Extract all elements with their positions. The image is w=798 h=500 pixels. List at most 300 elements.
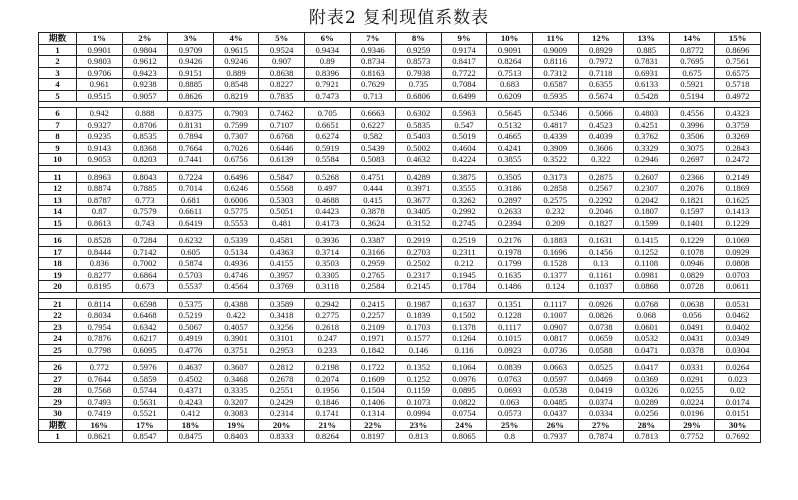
- factor-cell: 0.3957: [259, 269, 305, 281]
- factor-cell: 0.7084: [441, 79, 487, 91]
- factor-cell: 0.7026: [213, 142, 259, 154]
- factor-cell: 0.8417: [441, 56, 487, 68]
- factor-cell: 0.3075: [669, 142, 715, 154]
- factor-cell: 0.7002: [122, 258, 168, 270]
- factor-cell: 0.1987: [396, 298, 442, 310]
- factor-cell: 0.7972: [578, 56, 624, 68]
- factor-cell: 0.1784: [441, 281, 487, 293]
- factor-cell: 0.0491: [669, 321, 715, 333]
- factor-cell: 0.1842: [350, 344, 396, 356]
- table-row: [39, 246, 761, 258]
- factor-cell: 0.9009: [532, 44, 578, 56]
- factor-cell: 0.0829: [669, 269, 715, 281]
- factor-cell: 0.0808: [715, 258, 761, 270]
- factor-cell: 0.0663: [532, 362, 578, 374]
- factor-cell: 0.1252: [624, 246, 670, 258]
- factor-cell: 0.7493: [77, 396, 123, 408]
- factor-cell: 0.907: [259, 56, 305, 68]
- factor-cell: 0.3677: [396, 194, 442, 206]
- factor-cell: 0.4523: [578, 119, 624, 131]
- factor-cell: 0.5521: [122, 408, 168, 420]
- period-cell: 22: [39, 310, 77, 322]
- factor-cell: 0.2775: [304, 310, 350, 322]
- factor-cell: 0.2311: [441, 246, 487, 258]
- factor-cell: 0.4817: [532, 119, 578, 131]
- factor-cell: 0.444: [350, 183, 396, 195]
- factor-cell: 0.1007: [532, 310, 578, 322]
- header-row: [39, 33, 761, 45]
- factor-cell: 0.481: [259, 217, 305, 229]
- period-cell: 5: [39, 90, 77, 102]
- factor-cell: 0.705: [304, 108, 350, 120]
- period-header: 期数: [39, 419, 77, 431]
- period-cell: 1: [39, 431, 77, 443]
- factor-cell: 0.2959: [350, 258, 396, 270]
- period-cell: 28: [39, 385, 77, 397]
- factor-cell: 0.0976: [441, 373, 487, 385]
- table-row: [39, 385, 761, 397]
- factor-cell: 0.743: [122, 217, 168, 229]
- factor-cell: 0.9615: [213, 44, 259, 56]
- period-cell: 21: [39, 298, 77, 310]
- table-row: [39, 206, 761, 218]
- factor-cell: 0.8638: [259, 67, 305, 79]
- factor-cell: 0.7473: [304, 90, 350, 102]
- factor-cell: 0.7752: [669, 431, 715, 443]
- rate-header: 30%: [715, 419, 761, 431]
- factor-cell: 0.1807: [624, 206, 670, 218]
- table-row: [39, 408, 761, 420]
- factor-cell: 0.7937: [532, 431, 578, 443]
- factor-cell: 0.1722: [350, 362, 396, 374]
- factor-cell: 0.3186: [487, 183, 533, 195]
- factor-cell: 0.2394: [487, 217, 533, 229]
- factor-cell: 0.7722: [441, 67, 487, 79]
- factor-cell: 0.9235: [77, 131, 123, 143]
- factor-cell: 0.9515: [77, 90, 123, 102]
- factor-cell: 0.6419: [168, 217, 214, 229]
- factor-cell: 0.2897: [487, 194, 533, 206]
- factor-cell: 0.1637: [441, 298, 487, 310]
- factor-cell: 0.681: [168, 194, 214, 206]
- factor-cell: 0.146: [396, 344, 442, 356]
- factor-cell: 0.683: [487, 79, 533, 91]
- table-row: [39, 431, 761, 443]
- factor-cell: 0.8195: [77, 281, 123, 293]
- factor-cell: 0.4173: [304, 217, 350, 229]
- factor-cell: 0.5219: [168, 310, 214, 322]
- factor-cell: 0.5439: [350, 142, 396, 154]
- factor-cell: 0.6663: [350, 108, 396, 120]
- factor-cell: 0.5645: [487, 108, 533, 120]
- table-row: [39, 142, 761, 154]
- factor-cell: 0.3555: [441, 183, 487, 195]
- table-row: [39, 90, 761, 102]
- factor-cell: 0.4556: [669, 108, 715, 120]
- factor-cell: 0.4363: [259, 246, 305, 258]
- period-cell: 17: [39, 246, 77, 258]
- factor-cell: 0.0738: [578, 321, 624, 333]
- factor-cell: 0.6468: [122, 310, 168, 322]
- factor-cell: 0.2198: [304, 362, 350, 374]
- factor-cell: 0.0597: [532, 373, 578, 385]
- table-row: [39, 258, 761, 270]
- rate-header: 26%: [532, 419, 578, 431]
- factor-cell: 0.6598: [122, 298, 168, 310]
- factor-cell: 0.582: [350, 131, 396, 143]
- page-title: 附表2 复利现值系数表: [308, 8, 490, 28]
- table-row: [39, 281, 761, 293]
- factor-cell: 0.1252: [396, 373, 442, 385]
- factor-cell: 0.0588: [578, 344, 624, 356]
- factor-cell: 0.8114: [77, 298, 123, 310]
- factor-cell: 0.5002: [396, 142, 442, 154]
- factor-cell: 0.497: [304, 183, 350, 195]
- present-value-table: [38, 32, 761, 443]
- period-cell: 9: [39, 142, 77, 154]
- factor-cell: 0.2575: [532, 194, 578, 206]
- factor-cell: 0.0256: [624, 408, 670, 420]
- period-cell: 27: [39, 373, 77, 385]
- factor-cell: 0.8264: [487, 56, 533, 68]
- factor-cell: 0.6499: [441, 90, 487, 102]
- factor-cell: 0.4688: [304, 194, 350, 206]
- period-cell: 23: [39, 321, 77, 333]
- factor-cell: 0.836: [77, 258, 123, 270]
- factor-cell: 0.7835: [259, 90, 305, 102]
- factor-cell: 0.5674: [578, 90, 624, 102]
- table-row: [39, 44, 761, 56]
- factor-cell: 0.9901: [77, 44, 123, 56]
- period-cell: 20: [39, 281, 77, 293]
- factor-cell: 0.6864: [122, 269, 168, 281]
- factor-cell: 0.1956: [304, 385, 350, 397]
- factor-cell: 0.3503: [304, 258, 350, 270]
- period-cell: 12: [39, 183, 77, 195]
- factor-cell: 0.5403: [396, 131, 442, 143]
- factor-cell: 0.2149: [715, 171, 761, 183]
- factor-cell: 0.1069: [715, 235, 761, 247]
- factor-cell: 0.1377: [532, 269, 578, 281]
- factor-cell: 0.124: [532, 281, 578, 293]
- factor-cell: 0.5134: [213, 246, 259, 258]
- factor-cell: 0.2176: [487, 235, 533, 247]
- factor-cell: 0.1504: [350, 385, 396, 397]
- period-cell: 25: [39, 344, 77, 356]
- factor-cell: 0.3759: [715, 119, 761, 131]
- table-row: [39, 79, 761, 91]
- factor-cell: 0.1696: [532, 246, 578, 258]
- factor-cell: 0.8573: [396, 56, 442, 68]
- rate-header: 11%: [532, 33, 578, 45]
- factor-cell: 0.8396: [304, 67, 350, 79]
- factor-cell: 0.7224: [168, 171, 214, 183]
- period-cell: 8: [39, 131, 77, 143]
- factor-cell: 0.4776: [168, 344, 214, 356]
- factor-cell: 0.0402: [715, 321, 761, 333]
- factor-cell: 0.3522: [532, 154, 578, 166]
- factor-cell: 0.8548: [213, 79, 259, 91]
- factor-cell: 0.8706: [122, 119, 168, 131]
- factor-cell: 0.4751: [350, 171, 396, 183]
- factor-cell: 0.0601: [624, 321, 670, 333]
- factor-cell: 0.3769: [259, 281, 305, 293]
- factor-cell: 0.0895: [441, 385, 487, 397]
- factor-cell: 0.675: [669, 67, 715, 79]
- factor-cell: 0.1486: [487, 281, 533, 293]
- factor-cell: 0.13: [578, 258, 624, 270]
- factor-cell: 0.5976: [122, 362, 168, 374]
- factor-cell: 0.8929: [578, 44, 624, 56]
- rate-header: 16%: [77, 419, 123, 431]
- period-header: 期数: [39, 33, 77, 45]
- factor-cell: 0.6756: [213, 154, 259, 166]
- factor-cell: 0.0981: [624, 269, 670, 281]
- factor-cell: 0.5303: [259, 194, 305, 206]
- rate-header: 3%: [168, 33, 214, 45]
- factor-cell: 0.1117: [532, 298, 578, 310]
- factor-cell: 0.5132: [487, 119, 533, 131]
- rate-header: 12%: [578, 33, 624, 45]
- rate-header: 2%: [122, 33, 168, 45]
- factor-cell: 0.5268: [304, 171, 350, 183]
- table-row: [39, 235, 761, 247]
- factor-cell: 0.4241: [487, 142, 533, 154]
- factor-cell: 0.415: [350, 194, 396, 206]
- factor-cell: 0.2875: [578, 171, 624, 183]
- factor-cell: 0.9706: [77, 67, 123, 79]
- factor-cell: 0.2042: [624, 194, 670, 206]
- rate-header: 29%: [669, 419, 715, 431]
- factor-cell: 0.8065: [441, 431, 487, 443]
- factor-cell: 0.605: [168, 246, 214, 258]
- factor-cell: 0.2584: [350, 281, 396, 293]
- factor-cell: 0.8613: [77, 217, 123, 229]
- factor-cell: 0.4251: [624, 119, 670, 131]
- factor-cell: 0.2858: [532, 183, 578, 195]
- table-row: [39, 194, 761, 206]
- factor-cell: 0.2074: [304, 373, 350, 385]
- factor-cell: 0.1161: [578, 269, 624, 281]
- factor-cell: 0.2618: [304, 321, 350, 333]
- factor-cell: 0.2942: [304, 298, 350, 310]
- factor-cell: 0.0768: [624, 298, 670, 310]
- factor-cell: 0.942: [77, 108, 123, 120]
- period-cell: 13: [39, 194, 77, 206]
- factor-cell: 0.9524: [259, 44, 305, 56]
- factor-cell: 0.0926: [578, 298, 624, 310]
- table-row: [39, 108, 761, 120]
- factor-cell: 0.7118: [578, 67, 624, 79]
- factor-cell: 0.4243: [168, 396, 214, 408]
- factor-cell: 0.961: [77, 79, 123, 91]
- period-cell: 30: [39, 408, 77, 420]
- period-cell: 15: [39, 217, 77, 229]
- factor-cell: 0.5919: [304, 142, 350, 154]
- factor-cell: 0.3335: [213, 385, 259, 397]
- factor-cell: 0.6133: [624, 79, 670, 91]
- table-row: [39, 183, 761, 195]
- factor-cell: 0.2551: [259, 385, 305, 397]
- factor-cell: 0.0289: [624, 396, 670, 408]
- period-cell: 16: [39, 235, 77, 247]
- factor-cell: 0.7307: [213, 131, 259, 143]
- factor-cell: 0.7954: [77, 321, 123, 333]
- factor-cell: 0.8444: [77, 246, 123, 258]
- factor-cell: 0.7579: [122, 206, 168, 218]
- factor-cell: 0.0525: [578, 362, 624, 374]
- factor-cell: 0.813: [396, 431, 442, 443]
- factor-cell: 0.9143: [77, 142, 123, 154]
- factor-cell: 0.0369: [624, 373, 670, 385]
- factor-cell: 0.0196: [669, 408, 715, 420]
- factor-cell: 0.1015: [487, 333, 533, 345]
- factor-cell: 0.1415: [624, 235, 670, 247]
- factor-cell: 0.5775: [213, 206, 259, 218]
- factor-cell: 0.8734: [350, 56, 396, 68]
- period-cell: 2: [39, 56, 77, 68]
- rate-header: 21%: [304, 419, 350, 431]
- factor-cell: 0.0839: [487, 362, 533, 374]
- factor-cell: 0.1413: [715, 206, 761, 218]
- factor-cell: 0.9259: [396, 44, 442, 56]
- factor-cell: 0.8772: [669, 44, 715, 56]
- factor-cell: 0.9426: [168, 56, 214, 68]
- factor-cell: 0.2843: [715, 142, 761, 154]
- factor-cell: 0.7894: [168, 131, 214, 143]
- factor-cell: 0.5718: [715, 79, 761, 91]
- table-row: [39, 269, 761, 281]
- factor-cell: 0.0907: [532, 321, 578, 333]
- factor-cell: 0.2946: [624, 154, 670, 166]
- factor-cell: 0.0703: [715, 269, 761, 281]
- factor-cell: 0.9151: [168, 67, 214, 79]
- factor-cell: 0.2919: [396, 235, 442, 247]
- factor-cell: 0.0334: [578, 408, 624, 420]
- factor-cell: 0.0693: [487, 385, 533, 397]
- factor-cell: 0.422: [213, 310, 259, 322]
- factor-cell: 0.4746: [213, 269, 259, 281]
- factor-cell: 0.7921: [304, 79, 350, 91]
- factor-cell: 0.2429: [259, 396, 305, 408]
- factor-cell: 0.8: [487, 431, 533, 443]
- factor-cell: 0.2745: [441, 217, 487, 229]
- factor-cell: 0.0736: [532, 344, 578, 356]
- factor-cell: 0.0531: [715, 298, 761, 310]
- factor-cell: 0.1406: [350, 396, 396, 408]
- factor-cell: 0.8528: [77, 235, 123, 247]
- rate-header: 10%: [487, 33, 533, 45]
- factor-cell: 0.8043: [122, 171, 168, 183]
- table-row: [39, 321, 761, 333]
- factor-cell: 0.5584: [304, 154, 350, 166]
- factor-cell: 0.2415: [350, 298, 396, 310]
- factor-cell: 0.7876: [77, 333, 123, 345]
- factor-cell: 0.3262: [441, 194, 487, 206]
- factor-cell: 0.1528: [532, 258, 578, 270]
- factor-cell: 0.4388: [213, 298, 259, 310]
- factor-cell: 0.1401: [669, 217, 715, 229]
- factor-cell: 0.322: [578, 154, 624, 166]
- factor-cell: 0.3875: [441, 171, 487, 183]
- factor-cell: 0.8131: [168, 119, 214, 131]
- factor-cell: 0.0638: [669, 298, 715, 310]
- rate-header: 19%: [213, 419, 259, 431]
- factor-cell: 0.1703: [396, 321, 442, 333]
- factor-cell: 0.4289: [396, 171, 442, 183]
- factor-cell: 0.5859: [122, 373, 168, 385]
- rate-header: 7%: [350, 33, 396, 45]
- factor-cell: 0.116: [441, 344, 487, 356]
- rate-header: 6%: [304, 33, 350, 45]
- factor-cell: 0.5631: [122, 396, 168, 408]
- factor-cell: 0.2109: [350, 321, 396, 333]
- factor-cell: 0.6246: [213, 183, 259, 195]
- factor-cell: 0.1229: [715, 217, 761, 229]
- rate-header: 27%: [578, 419, 624, 431]
- factor-cell: 0.4155: [259, 258, 305, 270]
- factor-cell: 0.4564: [213, 281, 259, 293]
- factor-cell: 0.3387: [350, 235, 396, 247]
- factor-cell: 0.8333: [259, 431, 305, 443]
- factor-cell: 0.2697: [669, 154, 715, 166]
- factor-cell: 0.8696: [715, 44, 761, 56]
- table-row: [39, 362, 761, 374]
- factor-cell: 0.3166: [350, 246, 396, 258]
- factor-cell: 0.7312: [532, 67, 578, 79]
- rate-header: 8%: [396, 33, 442, 45]
- factor-cell: 0.6611: [168, 206, 214, 218]
- factor-cell: 0.7513: [487, 67, 533, 79]
- factor-cell: 0.9327: [77, 119, 123, 131]
- factor-cell: 0.3468: [213, 373, 259, 385]
- factor-cell: 0.5553: [213, 217, 259, 229]
- factor-cell: 0.5051: [259, 206, 305, 218]
- factor-cell: 0.6768: [259, 131, 305, 143]
- factor-cell: 0.233: [304, 344, 350, 356]
- period-cell: 24: [39, 333, 77, 345]
- period-cell: 18: [39, 258, 77, 270]
- factor-cell: 0.5083: [350, 154, 396, 166]
- factor-cell: 0.2765: [350, 269, 396, 281]
- factor-cell: 0.4632: [396, 154, 442, 166]
- factor-cell: 0.5346: [532, 108, 578, 120]
- rate-header: 15%: [715, 33, 761, 45]
- factor-cell: 0.0462: [715, 310, 761, 322]
- factor-cell: 0.1635: [487, 269, 533, 281]
- factor-cell: 0.0538: [532, 385, 578, 397]
- factor-cell: 0.7798: [77, 344, 123, 356]
- factor-cell: 0.9804: [122, 44, 168, 56]
- rate-header: 4%: [213, 33, 259, 45]
- factor-cell: 0.0994: [396, 408, 442, 420]
- factor-cell: 0.5921: [669, 79, 715, 91]
- factor-cell: 0.3329: [624, 142, 670, 154]
- factor-cell: 0.5019: [441, 131, 487, 143]
- factor-cell: 0.5963: [441, 108, 487, 120]
- factor-cell: 0.5375: [168, 298, 214, 310]
- factor-cell: 0.2307: [624, 183, 670, 195]
- factor-cell: 0.7561: [715, 56, 761, 68]
- factor-cell: 0.8963: [77, 171, 123, 183]
- factor-cell: 0.3589: [259, 298, 305, 310]
- period-cell: 29: [39, 396, 77, 408]
- factor-cell: 0.2076: [669, 183, 715, 195]
- factor-cell: 0.3909: [532, 142, 578, 154]
- factor-cell: 0.4803: [624, 108, 670, 120]
- factor-cell: 0.9091: [487, 44, 533, 56]
- factor-cell: 0.6227: [350, 119, 396, 131]
